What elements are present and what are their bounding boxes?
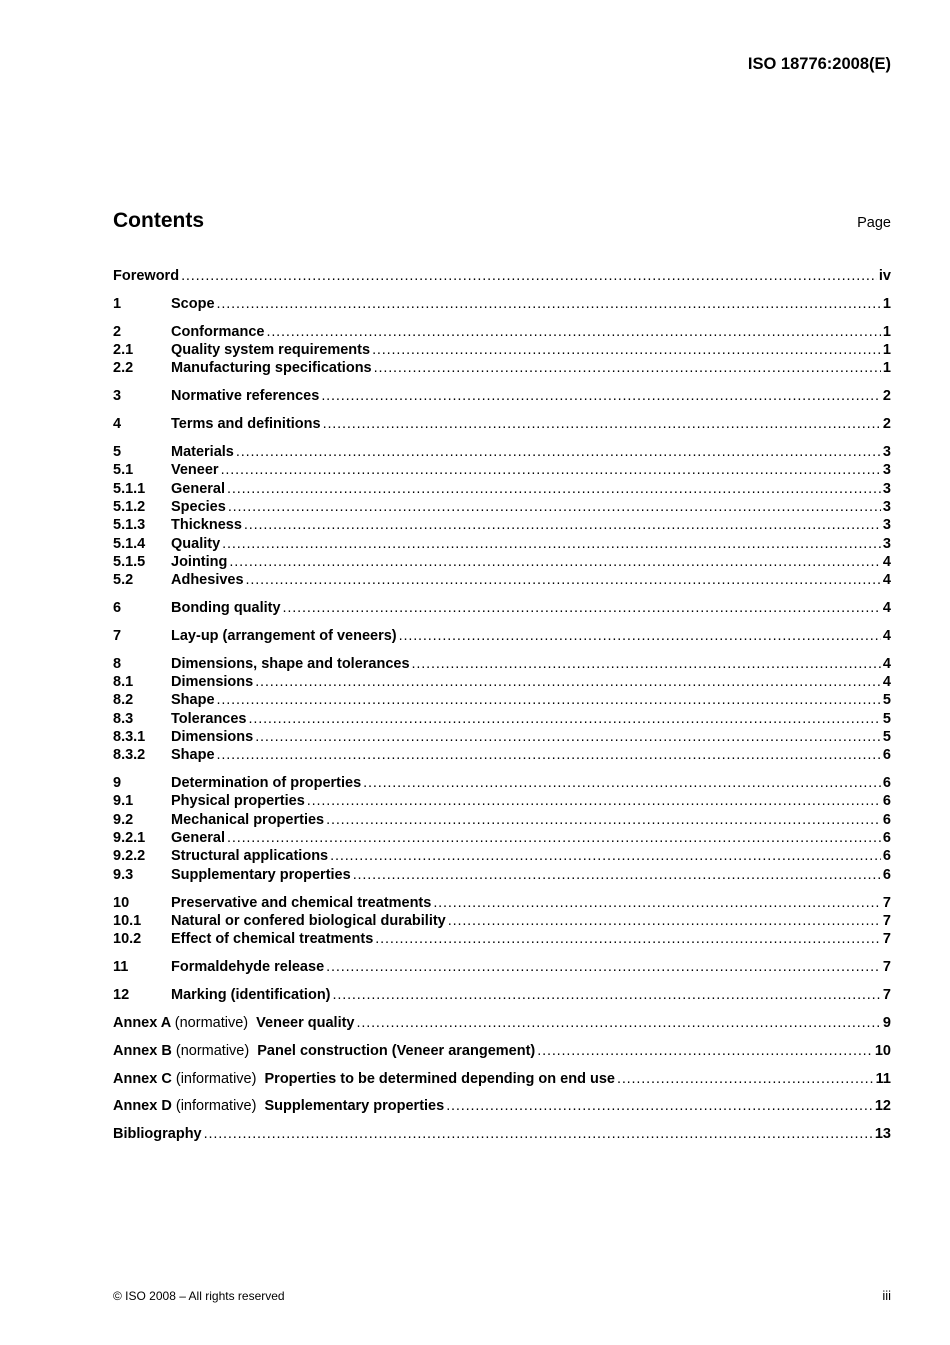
toc-entry-number: 4 xyxy=(113,416,122,433)
toc-entry-page: 6 xyxy=(882,747,891,764)
toc-entry-page: 9 xyxy=(882,1014,891,1031)
toc-entry-number: 8.3.2 xyxy=(113,747,146,764)
toc-entry-title: Dimensions xyxy=(171,674,254,691)
toc-entry-page: 5 xyxy=(882,710,891,727)
annex-title: Properties to be determined depending on end use xyxy=(264,1070,615,1087)
copyright-notice: © ISO 2008 – All rights reserved xyxy=(113,1289,285,1303)
document-id: ISO 18776:2008(E) xyxy=(747,55,891,73)
dot-leader xyxy=(363,775,881,791)
dot-leader xyxy=(227,830,881,846)
toc-entry-number: 5.1.1 xyxy=(113,480,146,497)
toc-entry[interactable] xyxy=(113,268,891,286)
toc-entry[interactable] xyxy=(113,959,891,977)
annex-title: Panel construction (Veneer arangement) xyxy=(257,1042,536,1059)
toc-entry-number: 5.1.2 xyxy=(113,498,146,515)
toc-entry-number: 5 xyxy=(113,444,122,461)
toc-entry-title: Formaldehyde release xyxy=(171,959,325,976)
toc-entry-number: 6 xyxy=(113,600,122,617)
toc-entry-page: 1 xyxy=(882,295,891,312)
annex-title: Veneer quality xyxy=(256,1014,355,1031)
toc-entry[interactable] xyxy=(113,913,891,931)
toc-entry-number: 5.1.5 xyxy=(113,553,146,570)
dot-leader xyxy=(433,895,881,911)
toc-entry-page: 6 xyxy=(882,775,891,792)
toc-entry[interactable] xyxy=(113,931,891,949)
dot-leader xyxy=(249,711,881,727)
annex-type: (informative) xyxy=(175,1070,257,1087)
toc-entry-title: Quality xyxy=(171,535,221,552)
toc-entry-page: 13 xyxy=(874,1126,891,1143)
toc-entry-title: Adhesives xyxy=(171,572,244,589)
toc-bibliography-entry[interactable] xyxy=(113,1126,891,1144)
toc-entry-title: Determination of properties xyxy=(171,775,362,792)
toc-entry-page: 4 xyxy=(882,674,891,691)
toc-entry-title: Materials xyxy=(171,444,234,461)
toc-entry[interactable] xyxy=(113,416,891,434)
toc-entry-title: Supplementary properties xyxy=(171,866,351,883)
toc-entry[interactable] xyxy=(113,628,891,646)
toc-entry-number: 8.3.1 xyxy=(113,728,146,745)
toc-entry-title: Conformance xyxy=(171,323,265,340)
toc-entry[interactable] xyxy=(113,711,891,729)
toc-entry-number: 5.1.4 xyxy=(113,535,146,552)
dot-leader xyxy=(617,1071,874,1087)
toc-entry-title: Normative references xyxy=(171,388,320,405)
toc-entry-title: Bonding quality xyxy=(171,600,281,617)
toc-entry-title: Manufacturing specifications xyxy=(171,360,372,377)
dot-leader xyxy=(446,1098,873,1114)
toc-entry[interactable] xyxy=(113,775,891,793)
dot-leader xyxy=(204,1126,873,1142)
dot-leader xyxy=(307,793,881,809)
toc-entry-page: 7 xyxy=(882,931,891,948)
toc-entry[interactable] xyxy=(113,987,891,1005)
annex-type: (informative) xyxy=(175,1098,257,1115)
toc-entry-title: Quality system requirements xyxy=(171,342,371,359)
toc-entry[interactable] xyxy=(113,296,891,314)
dot-leader xyxy=(228,499,881,515)
toc-entry-number: 10.2 xyxy=(113,931,142,948)
toc-entry-number: 7 xyxy=(113,627,122,644)
toc-entry-number: 10.1 xyxy=(113,912,142,929)
dot-leader xyxy=(399,628,881,644)
toc-entry-page: 7 xyxy=(882,959,891,976)
toc-entry-number: 5.1 xyxy=(113,462,134,479)
toc-entry-title: Marking (identification) xyxy=(171,986,331,1003)
annex-label: Annex C xyxy=(113,1070,172,1087)
toc-entry[interactable] xyxy=(113,342,891,360)
toc-entry-page: 6 xyxy=(882,848,891,865)
toc-entry-page: 1 xyxy=(882,323,891,340)
annex-heading xyxy=(113,1071,615,1087)
dot-leader xyxy=(255,674,881,690)
annex-type: (normative) xyxy=(175,1042,250,1059)
toc-entry-page: 3 xyxy=(882,462,891,479)
toc-entry-title: Lay-up (arrangement of veneers) xyxy=(171,627,397,644)
toc-entry-page: 5 xyxy=(882,692,891,709)
toc-entry-title: Bibliography xyxy=(113,1126,202,1143)
toc-entry[interactable] xyxy=(113,499,891,517)
dot-leader xyxy=(326,812,881,828)
dot-leader xyxy=(217,296,881,312)
toc-entry-page: 3 xyxy=(882,498,891,515)
toc-entry[interactable] xyxy=(113,600,891,618)
annex-label: Annex A xyxy=(113,1014,171,1031)
dot-leader xyxy=(353,867,881,883)
toc-entry-number: 1 xyxy=(113,295,122,312)
toc-entry[interactable] xyxy=(113,867,891,885)
dot-leader xyxy=(236,444,881,460)
toc-entry[interactable] xyxy=(113,572,891,590)
toc-entry-number: 9.2 xyxy=(113,811,134,828)
toc-entry-number: 2.1 xyxy=(113,342,134,359)
toc-entry-page: 1 xyxy=(882,360,891,377)
annex-heading xyxy=(113,1015,355,1031)
toc-entry[interactable] xyxy=(113,674,891,692)
toc-entry-title: Dimensions xyxy=(171,728,254,745)
dot-leader xyxy=(227,481,881,497)
toc-entry-number: 2.2 xyxy=(113,360,134,377)
toc-entry-title: Physical properties xyxy=(171,793,305,810)
dot-leader xyxy=(537,1043,873,1059)
toc-entry-page: iv xyxy=(878,268,891,284)
dot-leader xyxy=(221,462,881,478)
dot-leader xyxy=(229,554,881,570)
toc-entry-title: Effect of chemical treatments xyxy=(171,931,374,948)
toc-entry-page: 3 xyxy=(882,444,891,461)
toc-entry-title: Veneer xyxy=(171,462,219,479)
toc-entry-title: Species xyxy=(171,498,226,515)
toc-entry[interactable] xyxy=(113,481,891,499)
annex-heading xyxy=(113,1043,535,1059)
toc-entry[interactable] xyxy=(113,444,891,462)
toc-entry-page: 4 xyxy=(882,553,891,570)
dot-leader xyxy=(217,747,881,763)
toc-entry-number: 9.2.1 xyxy=(113,830,146,847)
dot-leader xyxy=(244,517,881,533)
toc-entry[interactable] xyxy=(113,747,891,765)
toc-entry-number: 11 xyxy=(113,959,129,976)
toc-entry-title: Jointing xyxy=(171,553,228,570)
toc-entry-title: Scope xyxy=(171,295,215,312)
toc-entry[interactable] xyxy=(113,554,891,572)
table-of-contents xyxy=(113,268,891,1145)
toc-entry-page: 10 xyxy=(874,1042,891,1059)
toc-entry[interactable] xyxy=(113,793,891,811)
page-number: iii xyxy=(882,1288,891,1303)
toc-entry-title: General xyxy=(171,830,225,847)
toc-entry-title: Shape xyxy=(171,692,215,709)
toc-entry-number: 9.1 xyxy=(113,793,134,810)
dot-leader xyxy=(255,729,881,745)
toc-entry-page: 6 xyxy=(882,811,891,828)
toc-entry[interactable] xyxy=(113,656,891,674)
toc-entry-page: 2 xyxy=(882,416,891,433)
toc-entry[interactable] xyxy=(113,324,891,342)
dot-leader xyxy=(326,959,881,975)
toc-entry-title: Mechanical properties xyxy=(171,811,325,828)
toc-entry-page: 6 xyxy=(882,793,891,810)
toc-entry-title: General xyxy=(171,480,225,497)
toc-entry[interactable] xyxy=(113,848,891,866)
toc-entry-page: 4 xyxy=(882,572,891,589)
toc-annex-entry[interactable] xyxy=(113,1098,891,1116)
dot-leader xyxy=(323,416,881,432)
toc-entry-title: Foreword xyxy=(113,268,180,284)
toc-entry-page: 2 xyxy=(882,388,891,405)
toc-entry-page: 5 xyxy=(882,728,891,745)
annex-label: Annex B xyxy=(113,1042,172,1059)
toc-entry[interactable] xyxy=(113,812,891,830)
toc-entry-title: Dimensions, shape and tolerances xyxy=(171,655,410,672)
dot-leader xyxy=(181,268,877,284)
toc-entry-page: 11 xyxy=(875,1070,891,1087)
toc-entry[interactable] xyxy=(113,692,891,710)
toc-entry-page: 6 xyxy=(882,830,891,847)
annex-heading xyxy=(113,1098,444,1114)
toc-entry-page: 4 xyxy=(882,627,891,644)
page-title: Contents xyxy=(113,209,204,232)
toc-entry-number: 8.2 xyxy=(113,692,134,709)
toc-annex-entry[interactable] xyxy=(113,1015,891,1033)
toc-entry-page: 3 xyxy=(882,535,891,552)
toc-entry-number: 3 xyxy=(113,388,122,405)
toc-entry-page: 1 xyxy=(882,342,891,359)
toc-entry-page: 3 xyxy=(882,517,891,534)
toc-entry-title: Preservative and chemical treatments xyxy=(171,894,432,911)
dot-leader xyxy=(357,1015,881,1031)
toc-entry[interactable] xyxy=(113,388,891,406)
toc-entry-number: 8 xyxy=(113,655,122,672)
toc-entry[interactable] xyxy=(113,536,891,554)
toc-entry-title: Shape xyxy=(171,747,215,764)
toc-entry-number: 9.3 xyxy=(113,866,134,883)
dot-leader xyxy=(375,931,881,947)
toc-entry[interactable] xyxy=(113,462,891,480)
toc-entry-page: 6 xyxy=(882,866,891,883)
toc-entry-title: Tolerances xyxy=(171,710,247,727)
toc-entry-number: 5.2 xyxy=(113,572,134,589)
toc-entry-page: 7 xyxy=(882,894,891,911)
toc-entry[interactable] xyxy=(113,729,891,747)
dot-leader xyxy=(217,692,881,708)
toc-entry-number: 12 xyxy=(113,986,130,1003)
toc-entry-page: 4 xyxy=(882,655,891,672)
toc-entry-title: Natural or confered biological durability xyxy=(171,912,446,929)
toc-entry-number: 5.1.3 xyxy=(113,517,146,534)
annex-title: Supplementary properties xyxy=(264,1098,445,1115)
dot-leader xyxy=(372,342,881,358)
toc-entry[interactable] xyxy=(113,830,891,848)
toc-entry[interactable] xyxy=(113,360,891,378)
toc-entry-number: 10 xyxy=(113,894,130,911)
dot-leader xyxy=(222,536,881,552)
toc-entry-title: Thickness xyxy=(171,517,242,534)
dot-leader xyxy=(266,324,880,340)
toc-entry[interactable] xyxy=(113,895,891,913)
toc-entry-title: Structural applications xyxy=(171,848,329,865)
toc-entry-page: 4 xyxy=(882,600,891,617)
dot-leader xyxy=(330,848,881,864)
toc-entry-number: 9.2.2 xyxy=(113,848,146,865)
annex-label: Annex D xyxy=(113,1098,172,1115)
toc-entry-number: 8.3 xyxy=(113,710,134,727)
dot-leader xyxy=(321,388,881,404)
toc-entry-title: Terms and definitions xyxy=(171,416,321,433)
dot-leader xyxy=(374,360,881,376)
toc-entry-number: 2 xyxy=(113,323,122,340)
dot-leader xyxy=(412,656,881,672)
dot-leader xyxy=(246,572,881,588)
toc-entry-page: 7 xyxy=(882,986,891,1003)
toc-entry[interactable] xyxy=(113,517,891,535)
page-column-label: Page xyxy=(857,215,891,231)
toc-annex-entry[interactable] xyxy=(113,1043,891,1061)
dot-leader xyxy=(333,987,881,1003)
toc-entry-page: 3 xyxy=(882,480,891,497)
toc-entry-page: 12 xyxy=(874,1098,891,1115)
toc-annex-entry[interactable] xyxy=(113,1071,891,1089)
dot-leader xyxy=(448,913,881,929)
toc-entry-number: 9 xyxy=(113,775,122,792)
toc-entry-page: 7 xyxy=(882,912,891,929)
dot-leader xyxy=(283,600,881,616)
annex-type: (normative) xyxy=(174,1014,249,1031)
toc-entry-number: 8.1 xyxy=(113,674,134,691)
